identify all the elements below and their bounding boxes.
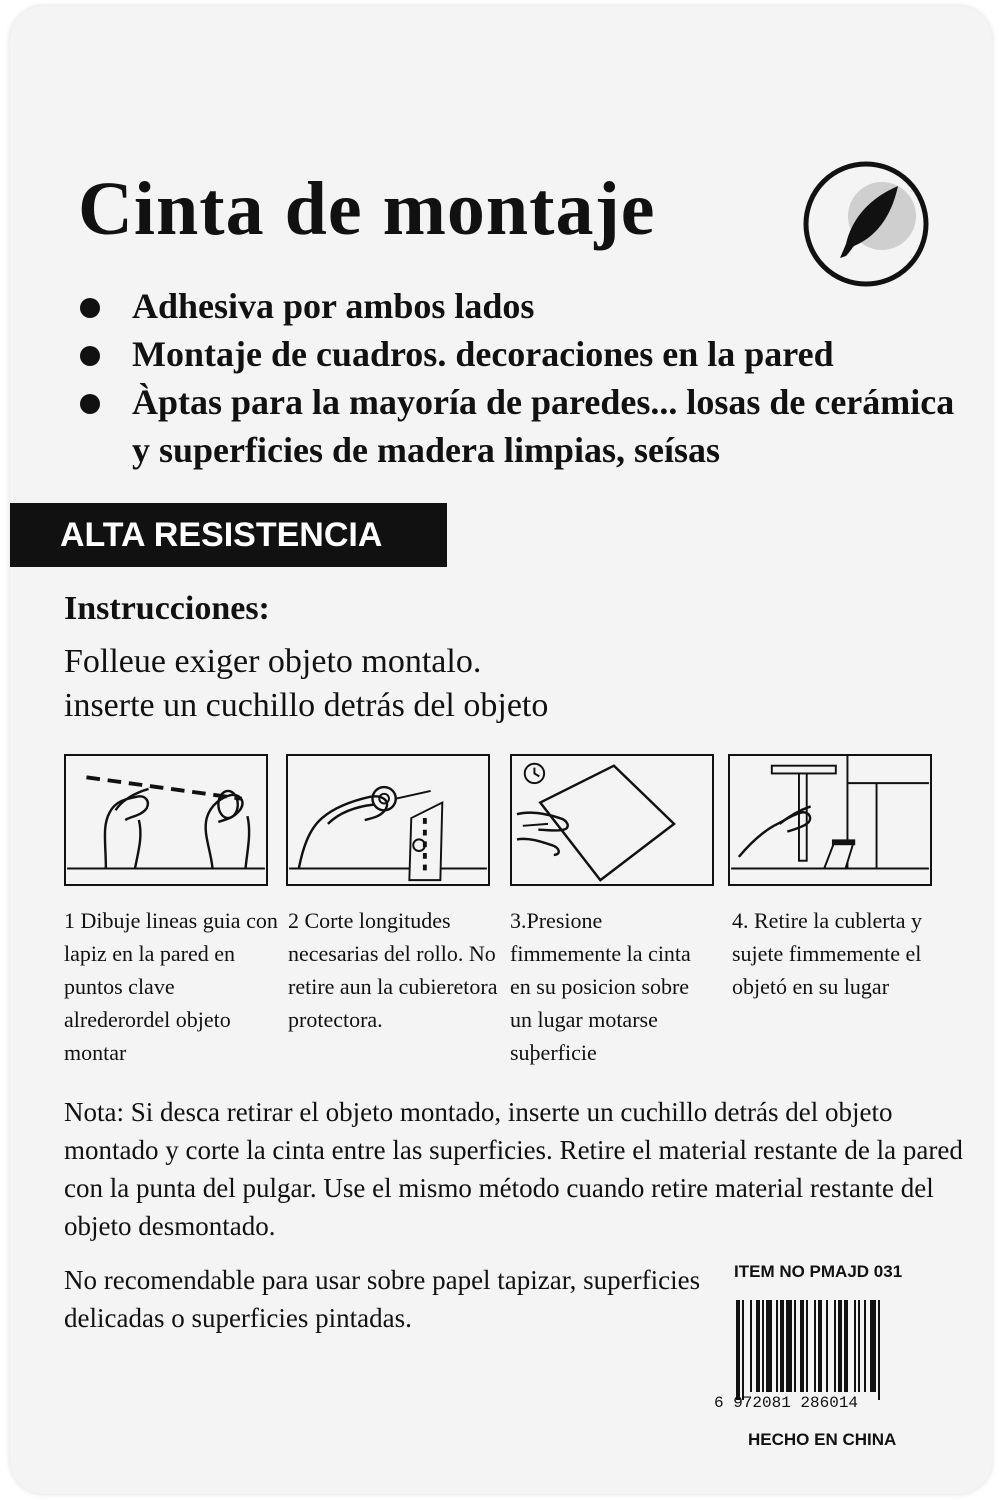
instructions-heading: Instrucciones:: [64, 590, 270, 627]
hand-cutting-tape-icon: [288, 756, 488, 884]
step-1-text: 1 Dibuje lineas guia con lapiz en la pared en puntos clave alrederordel objeto montar: [64, 908, 278, 1065]
step-3-text: 3.Presione fimmemente la cinta en su posicion sobre un lugar motarse suþerficie: [510, 908, 691, 1065]
feature-list: [80, 282, 980, 474]
step-2-text: 2 Corte longitudes necesarias del rollo. No retire aun la cubieretora protectora.: [288, 908, 498, 1032]
hands-drawing-line-icon: [66, 756, 266, 884]
hand-mounting-object-icon: [730, 756, 930, 884]
barcode-number: 6 972081 286014: [714, 1394, 859, 1412]
feather-circle-icon: [800, 158, 932, 290]
instructions-line: inserte un cuchillo detrás del objeto: [64, 687, 549, 724]
removal-note: Nota: Si desca retirar el objeto montado, inserte un cuchillo detrás del objeto montado y corte la cinta entre las superficies. Retire el material restante de la pared con la punta del pulgar. Use el mismo método cuando retire material restante del objeto desmontado.: [64, 1097, 963, 1241]
package-card: [10, 6, 992, 1494]
product-title: Cinta de montaje: [78, 167, 656, 251]
step-4-text: 4. Retire la cublerta y sujete fimmemente el objetó en su lugar: [732, 908, 922, 999]
made-in-label: HECHO EN CHINA: [748, 1430, 897, 1449]
strength-banner: ALTA RESISTENCIA: [10, 503, 447, 567]
step-1-illustration: [64, 754, 268, 886]
feature-item: Montaje de cuadros. decoraciones en la pared: [80, 330, 980, 378]
barcode: [736, 1300, 926, 1402]
instructions-line: Folleue exiger objeto montalo.: [64, 643, 482, 680]
hand-pressing-tape-icon: [512, 756, 712, 884]
step-3-illustration: [510, 754, 714, 886]
item-number: ITEM NO PMAJD 031: [734, 1262, 903, 1281]
step-4-illustration: [728, 754, 932, 886]
feature-item: Adhesiva por ambos lados: [80, 282, 980, 330]
feature-item: Àptas para la mayoría de paredes... losas de cerámica y superficies de madera limpias, seísas: [80, 378, 980, 474]
step-2-illustration: [286, 754, 490, 886]
not-recommended-text: No recomendable para usar sobre papel tapizar, superficies delicadas o superficies pintadas.: [64, 1265, 701, 1333]
instructions-text: [64, 640, 548, 728]
